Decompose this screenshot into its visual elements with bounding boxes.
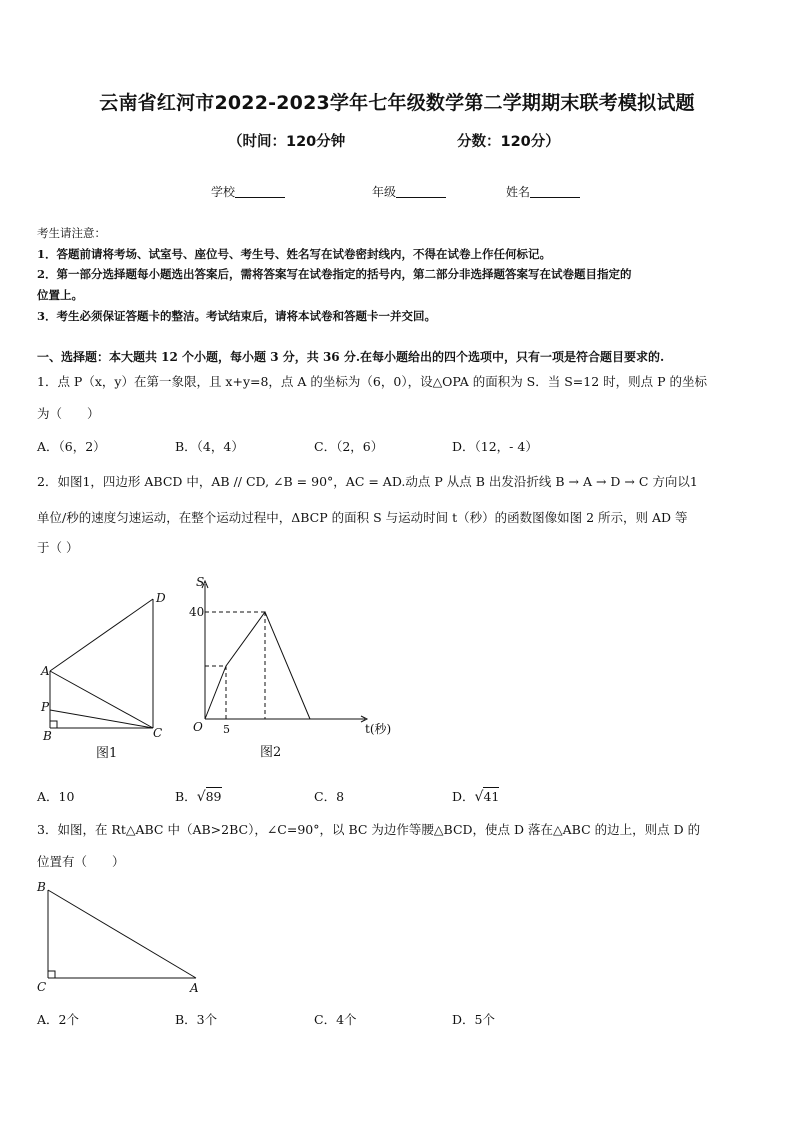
q1-option-b: B．（4，4）: [175, 439, 244, 454]
segment-ab: [48, 890, 196, 978]
q3-option-d: D．5个: [452, 1012, 495, 1027]
q2-stem-cont: 单位/秒的速度匀速运动，在整个运动过程中，ΔBCP 的面积 S 与运动时间 t（秒）的函数图像如图 2 所示，则 AD 等: [37, 510, 688, 525]
figure-3: [30, 876, 220, 998]
label-b: B: [43, 729, 52, 743]
q2-option-c: C．8: [314, 789, 345, 804]
notice-item-3: 3．考生必须保证答题卡的整洁。考试结束后，请将本试卷和答题卡一并交回。: [37, 309, 436, 323]
label-b: B: [37, 880, 46, 894]
q3-option-a: A．2个: [37, 1012, 79, 1027]
q2-option-d: D．√41: [452, 789, 500, 805]
notice-item-2-cont: 位置上。: [37, 288, 83, 302]
label-a: A: [190, 981, 199, 995]
label-c: C: [37, 980, 47, 994]
grade-field: 年级: [372, 183, 446, 200]
notice-item-1: 1．答题前请将考场、试室号、座位号、考生号、姓名写在试卷密封线内，不得在试卷上作任何标记。: [37, 247, 551, 261]
label-a: A: [41, 664, 50, 678]
label-p: P: [41, 700, 50, 714]
q1-stem: 1．点 P（x，y）在第一象限，且 x+y=8，点 A 的坐标为（6，0），设△OPA 的面积为 S．当 S=12 时，则点 P 的坐标: [37, 374, 707, 389]
label-d: D: [156, 591, 166, 605]
label-c: C: [153, 726, 163, 740]
q1-option-d: D．（12，- 4）: [452, 439, 538, 454]
x-tick-5: 5: [223, 723, 230, 736]
q1-option-c: C．（2，6）: [314, 439, 384, 454]
q3-option-c: C．4个: [314, 1012, 357, 1027]
right-angle-mark: [48, 971, 55, 978]
notice-heading: 考生请注意：: [37, 226, 106, 240]
section-heading: 一、选择题：本大题共 12 个小题，每小题 3 分，共 36 分.在每小题给出的四个选项中，只有一项是符合题目要求的.: [37, 350, 665, 364]
y-axis-label: S: [196, 575, 205, 589]
page-title: 云南省红河市2022-2023学年七年级数学第二学期期末联考模拟试题: [99, 92, 695, 114]
x-axis-label: t(秒): [365, 722, 392, 736]
name-field: 姓名: [506, 183, 580, 200]
q2-option-a: A．10: [37, 789, 75, 804]
time-info: （时间：120分钟: [228, 134, 346, 150]
segment-ad: [50, 599, 153, 671]
q1-stem-cont: 为（ ）: [37, 406, 100, 421]
origin-label: O: [193, 720, 203, 734]
figure-2: [185, 574, 415, 769]
q3-stem: 3．如图，在 Rt△ABC 中（AB>2BC），∠C=90°，以 BC 为边作等腰△BCD，使点 D 落在△ABC 的边上，则点 D 的: [37, 822, 701, 837]
y-tick-40: 40: [189, 605, 205, 619]
q3-option-b: B．3个: [175, 1012, 218, 1027]
q3-stem-cont: 位置有（ ）: [37, 854, 125, 869]
notice-item-2: 2．第一部分选择题每小题选出答案后，需将答案写在试卷指定的括号内，第二部分非选择题答案写在试卷题目指定的: [37, 267, 632, 281]
figure-1: [30, 585, 180, 765]
right-angle-mark: [50, 721, 57, 728]
q2-option-b: B．√89: [175, 789, 222, 805]
fig2-caption: 图2: [260, 745, 282, 760]
score-info: 分数：120分）: [457, 134, 560, 150]
school-field: 学校: [211, 183, 285, 200]
q2-stem: 2．如图1，四边形 ABCD 中，AB // CD, ∠B = 90°，AC = AD.动点 P 从点 B 出发沿折线 B → A → D → C 方向以1: [37, 474, 698, 489]
q1-option-a: A．（6，2）: [37, 439, 106, 454]
fig1-caption: 图1: [96, 746, 118, 761]
q2-stem-cont-2: 于（ ）: [37, 540, 79, 555]
